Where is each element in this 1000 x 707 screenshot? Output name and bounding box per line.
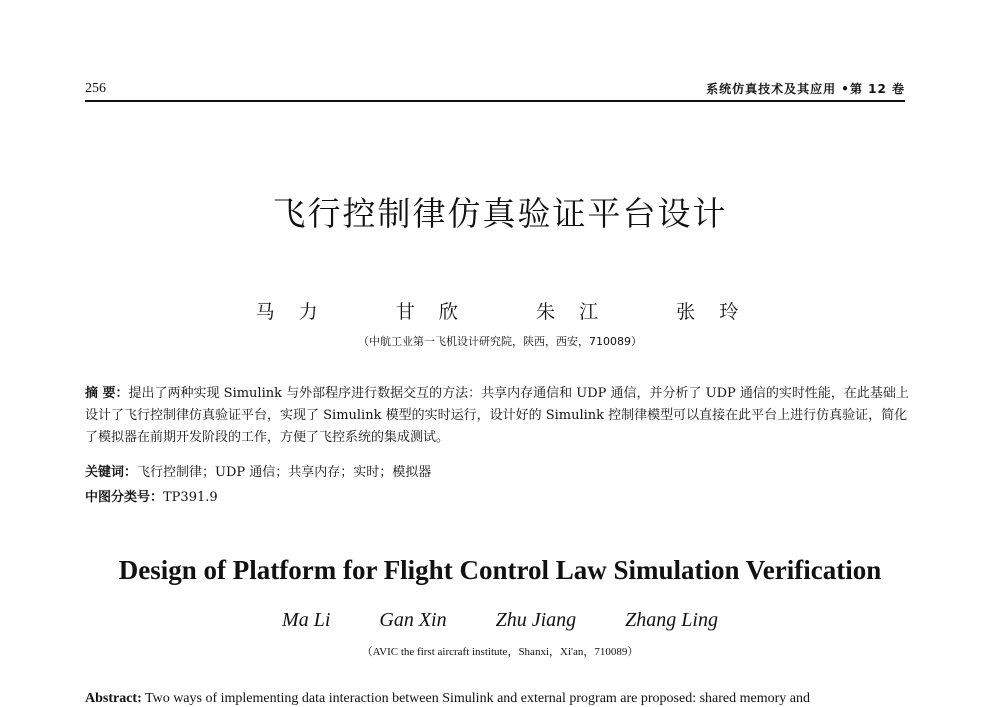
author-en-1: Ma Li: [282, 609, 331, 631]
author-cn-4: 张 玲: [676, 301, 745, 323]
author-en-3: Zhu Jiang: [495, 609, 577, 631]
author-cn-1: 马 力: [255, 301, 324, 323]
english-abstract: [85, 691, 915, 707]
abstract-text-cn: 提出了两种实现 Simulink 与外部程序进行数据交互的方法：共享内存通信和 UDP 通信，并分析了 UDP 通信的实时性能，在此基础上设计了飞行控制律仿真验证平台，实现了 Simulink 模型的实时运行，设计好的 Simulink 控制律模型可以直接在此平台上进行仿真验证，简化了模拟器在前期开发阶段的工作，方便了飞控系统的集成测试。: [85, 386, 909, 445]
abstract-label-cn: 摘 要：: [85, 386, 129, 401]
classification-number: [85, 486, 915, 505]
clc-label: 中图分类号：: [85, 490, 164, 505]
author-cn-2: 甘 欣: [395, 301, 464, 323]
author-en-2: Gan Xin: [379, 609, 447, 631]
abstract-text-en: Two ways of implementing data interaction between Simulink and external program are proposed: shared memory and: [145, 691, 811, 706]
keywords-label: 关键词：: [85, 465, 138, 480]
english-title: Design of Platform for Flight Control Law Simulation Verification: [118, 555, 882, 585]
english-affiliation: （AVIC the first aircraft institute，Shanxi，Xi'an，710089）: [361, 646, 639, 658]
keywords-text: 飞行控制律；UDP 通信；共享内存；实时；模拟器: [137, 465, 432, 480]
chinese-affiliation: （中航工业第一飞机设计研究院，陕西，西安，710089）: [358, 335, 642, 348]
author-en-4: Zhang Ling: [625, 609, 718, 631]
chinese-keywords: [85, 461, 915, 480]
chinese-authors: [0, 297, 1000, 324]
english-authors: [0, 609, 1000, 632]
author-cn-3: 朱 江: [536, 301, 605, 323]
abstract-label-en: Abstract:: [85, 691, 142, 706]
clc-value: TP391.9: [163, 490, 218, 505]
running-header: [85, 78, 905, 102]
chinese-abstract: [85, 383, 915, 449]
page-number: 256: [85, 81, 106, 96]
chinese-title: 飞行控制律仿真验证平台设计: [272, 194, 728, 233]
running-head: 系统仿真技术及其应用 •第 12 卷: [706, 82, 905, 96]
